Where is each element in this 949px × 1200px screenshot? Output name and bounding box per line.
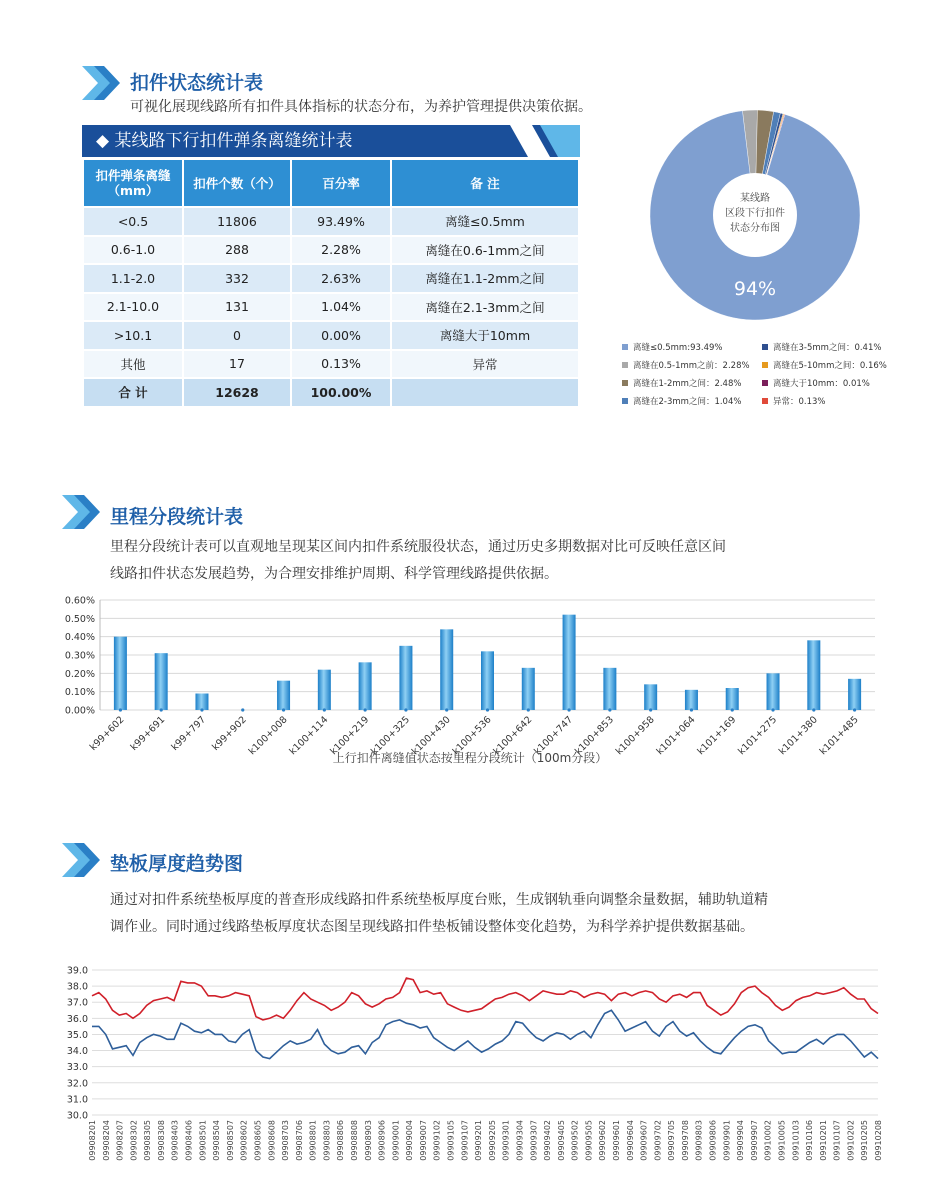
table-cell: 17 <box>184 351 290 378</box>
x-tick-label: 09909205 <box>487 1120 497 1161</box>
status-distribution-donut-chart <box>648 108 862 322</box>
legend-swatch <box>622 380 628 386</box>
bar-base-marker <box>527 708 530 711</box>
donut-center-label: 某线路 <box>740 193 770 204</box>
x-tick-label: 09910002 <box>763 1120 773 1161</box>
legend-swatch <box>622 398 628 404</box>
legend-item <box>622 395 741 407</box>
bar <box>603 668 616 710</box>
bar-base-marker <box>731 708 734 711</box>
x-tick-label: 09909907 <box>749 1120 759 1161</box>
donut-percent-label: 94% <box>733 278 777 300</box>
table-cell: 异常 <box>392 351 578 378</box>
bar <box>644 684 657 710</box>
table-cell: 11806 <box>184 208 290 235</box>
x-tick-label: 09909307 <box>529 1120 539 1161</box>
table-cell: 离缝大于10mm <box>392 322 578 349</box>
table-cell: 0.6-1.0 <box>84 237 182 264</box>
x-tick-label: 09910208 <box>874 1120 883 1161</box>
bar <box>726 688 739 710</box>
legend-label: 离缝在3-5mm之间：0.41% <box>773 343 882 353</box>
bar-base-marker <box>445 708 448 711</box>
y-tick-label: 0.40% <box>64 632 95 644</box>
legend-item <box>762 377 870 389</box>
x-tick-label: k100+642 <box>491 714 535 758</box>
y-tick-label: 0.10% <box>64 687 95 699</box>
section-title-fastener-status: 扣件状态统计表 <box>130 72 264 94</box>
legend-label: 离缝在0.5-1mm之前：2.28% <box>633 361 750 371</box>
column-header: 百分率 <box>292 160 390 206</box>
legend-item <box>762 395 826 407</box>
bar <box>848 679 861 710</box>
x-tick-label: 09909505 <box>584 1120 594 1161</box>
bar-base-marker <box>567 708 570 711</box>
section-desc-fastener-status: 可视化展现线路所有扣件具体指标的状态分布，为养护管理提供决策依据。 <box>130 99 592 115</box>
y-tick-label: 33.0 <box>66 1062 88 1074</box>
x-tick-label: 09908507 <box>225 1120 235 1161</box>
x-tick-label: 09909604 <box>625 1120 635 1161</box>
pad-thickness-line-chart <box>60 960 890 1175</box>
y-tick-label: 36.0 <box>66 1013 88 1025</box>
table-cell: 131 <box>184 294 290 321</box>
x-tick-label: 09909304 <box>515 1120 525 1161</box>
legend-swatch <box>762 362 768 368</box>
x-tick-label: 09910107 <box>832 1120 842 1161</box>
y-tick-label: 0.00% <box>64 705 95 717</box>
y-tick-label: 0.30% <box>64 650 95 662</box>
x-tick-label: 09908204 <box>101 1120 111 1161</box>
legend-label: 异常：0.13% <box>773 397 826 407</box>
bar-base-marker <box>282 708 285 711</box>
bar <box>563 615 576 710</box>
x-tick-label: 09908806 <box>336 1120 346 1161</box>
x-tick-label: 09908602 <box>239 1120 249 1161</box>
x-tick-label: k101+485 <box>817 714 861 758</box>
x-tick-label: 09909201 <box>474 1120 484 1161</box>
x-tick-label: k100+958 <box>613 714 657 758</box>
bar-base-marker <box>853 708 856 711</box>
x-tick-label: 09908706 <box>294 1120 304 1161</box>
x-tick-label: 09909007 <box>418 1120 428 1161</box>
bar-base-marker <box>649 708 652 711</box>
legend-label: 离缝在5-10mm之间：0.16% <box>773 361 887 371</box>
y-tick-label: 0.20% <box>64 668 95 680</box>
x-tick-label: 09908808 <box>350 1120 359 1161</box>
x-tick-label: 09908207 <box>115 1120 125 1161</box>
bar-base-marker <box>119 708 122 711</box>
bar <box>522 668 535 710</box>
x-tick-label: 09909607 <box>639 1120 649 1161</box>
table-cell: 1.04% <box>292 294 390 321</box>
legend-item <box>622 377 741 389</box>
x-tick-label: 09909705 <box>667 1120 677 1161</box>
table-cell: 离缝在1.1-2mm之间 <box>392 265 578 292</box>
legend-item <box>622 341 722 353</box>
legend-item <box>622 359 750 371</box>
x-tick-label: 09908305 <box>143 1120 153 1161</box>
pie-legend <box>622 341 912 411</box>
table-total-row <box>84 379 578 406</box>
double-chevron-right-icon <box>62 843 102 877</box>
legend-swatch <box>762 398 768 404</box>
legend-item <box>762 341 881 353</box>
x-tick-label: 09908308 <box>156 1120 166 1161</box>
x-tick-label: 09910106 <box>805 1120 815 1161</box>
x-tick-label: 09908801 <box>308 1120 318 1161</box>
x-tick-label: 09910201 <box>818 1120 828 1161</box>
x-tick-label: 09908403 <box>170 1120 180 1161</box>
x-tick-label: 09909601 <box>612 1120 621 1161</box>
table-cell: 2.28% <box>292 237 390 264</box>
x-tick-label: 09909702 <box>653 1120 663 1161</box>
x-tick-label: 09909102 <box>432 1120 442 1161</box>
section-desc-mileage-line2: 线路扣件状态发展趋势，为合理安排维护周期、科学管理线路提供依据。 <box>110 566 558 582</box>
table-cell: 其他 <box>84 351 182 378</box>
y-tick-label: 39.0 <box>66 965 88 977</box>
bar <box>114 637 127 710</box>
legend-label: 离缝在1-2mm之间：2.48% <box>633 379 742 389</box>
bar-base-marker <box>160 708 163 711</box>
bar-base-marker <box>690 708 693 711</box>
column-header: 备 注 <box>392 160 578 206</box>
y-tick-label: 34.0 <box>66 1046 88 1058</box>
x-tick-label: k99+602 <box>87 714 127 754</box>
x-tick-label: 09909803 <box>694 1120 704 1161</box>
table-cell: 离缝在2.1-3mm之间 <box>392 294 578 321</box>
table-title: ◆ 某线路下行扣件弹条离缝统计表 <box>82 125 580 157</box>
legend-swatch <box>762 380 768 386</box>
x-tick-label: 09910205 <box>860 1120 870 1161</box>
x-tick-label: k101+169 <box>695 714 739 758</box>
x-tick-label: 09908406 <box>184 1120 194 1161</box>
x-tick-label: k100+853 <box>573 714 616 758</box>
section-desc-pad-line1: 通过对扣件系统垫板厚度的普查形成线路扣件系统垫板厚度台账，生成钢轨垂向调整余量数据，辅助轨道精 <box>110 892 768 908</box>
x-tick-label: 09908504 <box>212 1120 222 1161</box>
table-cell: 12628 <box>184 379 290 406</box>
bar <box>155 653 168 710</box>
x-tick-label: 09909301 <box>501 1120 511 1161</box>
table-cell: 93.49% <box>292 208 390 235</box>
x-tick-label: k100+008 <box>246 714 290 758</box>
section-title-mileage: 里程分段统计表 <box>110 506 244 528</box>
x-tick-label: k100+430 <box>409 714 453 758</box>
legend-label: 离缝≤0.5mm:93.49% <box>633 343 723 353</box>
bar <box>767 673 780 710</box>
x-tick-label: k101+064 <box>654 714 698 758</box>
table-cell: 288 <box>184 237 290 264</box>
table-cell: 332 <box>184 265 290 292</box>
x-tick-label: 09909901 <box>722 1120 732 1161</box>
bar-base-marker <box>608 708 611 711</box>
x-tick-label: 09908803 <box>322 1120 332 1161</box>
x-tick-label: k99+902 <box>210 714 249 754</box>
table-cell: 1.1-2.0 <box>84 265 182 292</box>
x-tick-label: 09908501 <box>198 1120 208 1161</box>
y-tick-label: 0.60% <box>64 595 95 607</box>
x-tick-label: 09908302 <box>129 1120 139 1161</box>
legend-label: 离缝在2-3mm之间：1.04% <box>633 397 742 407</box>
y-tick-label: 0.50% <box>64 613 95 625</box>
bar <box>318 670 331 710</box>
y-tick-label: 38.0 <box>66 981 88 993</box>
fastener-gap-table <box>82 158 580 408</box>
bar-base-marker <box>771 708 774 711</box>
table-cell: 100.00% <box>292 379 390 406</box>
y-tick-label: 35.0 <box>66 1029 88 1041</box>
x-tick-label: k100+536 <box>450 714 494 758</box>
table-row <box>84 294 578 321</box>
bar <box>440 629 453 710</box>
section-desc-mileage-line1: 里程分段统计表可以直观地呈现某区间内扣件系统服役状态，通过历史多期数据对比可反映任意区间 <box>110 539 726 555</box>
x-tick-label: 09908703 <box>281 1120 291 1161</box>
table-cell: <0.5 <box>84 208 182 235</box>
bar <box>195 694 208 711</box>
mileage-bar-chart <box>60 590 890 770</box>
bar-base-marker <box>486 708 489 711</box>
bar <box>399 646 412 710</box>
y-tick-label: 30.0 <box>66 1110 88 1122</box>
donut-center-label: 状态分布图 <box>730 223 780 234</box>
bar-base-marker <box>364 708 367 711</box>
x-tick-label: 09910103 <box>791 1120 801 1161</box>
table-row <box>84 208 578 235</box>
donut-center-label: 区段下行扣件 <box>725 208 785 219</box>
table-cell: >10.1 <box>84 322 182 349</box>
x-tick-label: 09909004 <box>405 1120 415 1161</box>
x-tick-label: k101+380 <box>776 714 820 758</box>
table-row <box>84 265 578 292</box>
bar-base-marker <box>812 708 815 711</box>
x-tick-label: k100+219 <box>328 714 372 758</box>
x-tick-label: 09908605 <box>253 1120 263 1161</box>
x-tick-label: k100+325 <box>369 714 413 758</box>
x-tick-label: 09909107 <box>460 1120 470 1161</box>
double-chevron-right-icon <box>62 495 102 529</box>
legend-swatch <box>622 362 628 368</box>
table-cell: 0 <box>184 322 290 349</box>
x-tick-label: 09909502 <box>570 1120 580 1161</box>
table-cell: 合 计 <box>84 379 182 406</box>
table-row <box>84 322 578 349</box>
x-tick-label: k100+114 <box>287 714 331 758</box>
bar-base-marker <box>404 708 407 711</box>
bar <box>807 640 820 710</box>
bar-base-marker <box>200 708 203 711</box>
x-tick-label: 09908903 <box>363 1120 373 1161</box>
x-axis-title: 上行扣件离缝值状态按里程分段统计（100m分段） <box>332 751 608 765</box>
legend-swatch <box>622 344 628 350</box>
x-tick-label: 09909001 <box>391 1120 401 1161</box>
table-row <box>84 351 578 378</box>
x-tick-label: k99+797 <box>169 714 209 754</box>
table-cell: 2.63% <box>292 265 390 292</box>
column-header: 扣件个数（个） <box>184 160 290 206</box>
x-tick-label: k99+691 <box>128 714 168 754</box>
bar <box>359 662 372 710</box>
column-header: 扣件弹条离缝（mm） <box>84 160 182 206</box>
y-tick-label: 31.0 <box>66 1094 88 1106</box>
x-tick-label: 09908906 <box>377 1120 387 1161</box>
legend-label: 离缝大于10mm：0.01% <box>773 379 870 389</box>
bar-base-marker <box>323 708 326 711</box>
y-tick-label: 37.0 <box>66 997 88 1009</box>
bar <box>481 651 494 710</box>
x-tick-label: 09909602 <box>598 1120 608 1161</box>
section-desc-pad-line2: 调作业。同时通过线路垫板厚度状态图呈现线路扣件垫板铺设整体变化趋势，为科学养护提供数据基础。 <box>110 919 754 935</box>
table-cell: 离缝≤0.5mm <box>392 208 578 235</box>
banner-decoration <box>510 125 580 157</box>
x-tick-label: 09909105 <box>446 1120 456 1161</box>
table-cell: 离缝在0.6-1mm之间 <box>392 237 578 264</box>
x-tick-label: 09909402 <box>543 1120 553 1161</box>
series-line <box>92 978 878 1020</box>
x-tick-label: 09910005 <box>777 1120 787 1161</box>
x-tick-label: 09908201 <box>88 1120 97 1161</box>
x-tick-label: 09909904 <box>736 1120 746 1161</box>
x-tick-label: 09909708 <box>680 1120 690 1161</box>
table-cell: 0.00% <box>292 322 390 349</box>
table-row <box>84 237 578 264</box>
x-tick-label: 09909806 <box>708 1120 718 1161</box>
legend-swatch <box>762 344 768 350</box>
section-title-pad-thickness: 垫板厚度趋势图 <box>110 853 244 875</box>
x-tick-label: k101+275 <box>736 714 780 758</box>
x-tick-label: 09909405 <box>556 1120 566 1161</box>
legend-item <box>762 359 887 371</box>
table-cell: 0.13% <box>292 351 390 378</box>
bar <box>277 681 290 710</box>
y-tick-label: 32.0 <box>66 1078 88 1090</box>
x-tick-label: 09910202 <box>846 1120 856 1161</box>
table-cell <box>392 379 578 406</box>
table-cell: 2.1-10.0 <box>84 294 182 321</box>
bar <box>685 690 698 710</box>
x-tick-label: 09908608 <box>267 1120 277 1161</box>
bar-base-marker <box>241 708 244 711</box>
double-chevron-right-icon <box>82 66 122 100</box>
x-tick-label: k100+747 <box>532 714 576 758</box>
